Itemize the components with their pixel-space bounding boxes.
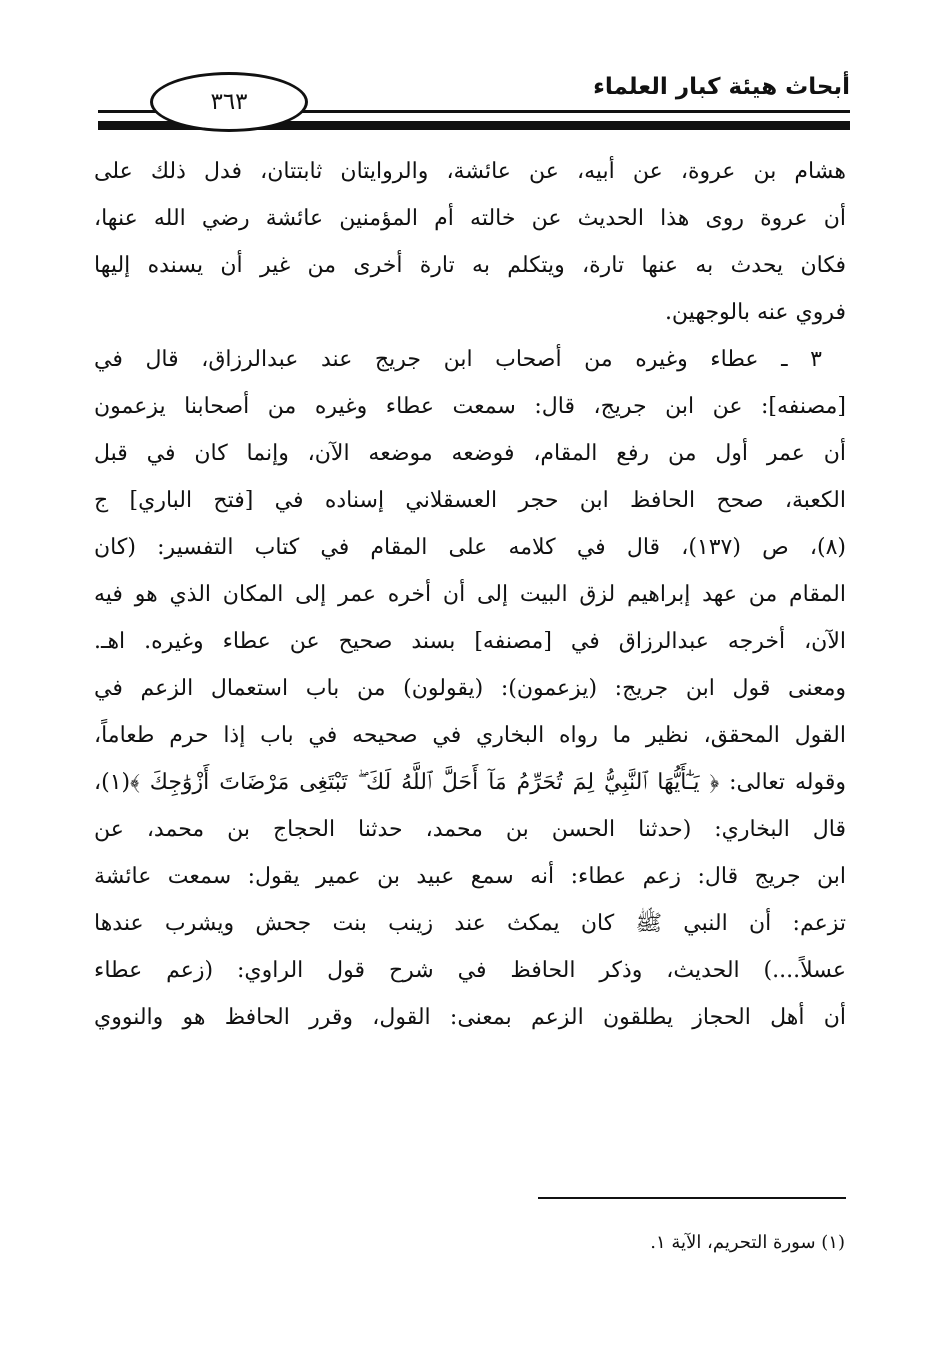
text-line: فروي عنه بالوجهين. <box>664 300 846 325</box>
text-line: ٣ ـ عطاء وغيره من أصحاب ابن جريج عند عبدالرزاق، قال في <box>94 347 822 372</box>
text-line: [مصنفه]: عن ابن جريج، قال: سمعت عطاء وغيره من أصحابنا يزعمون <box>94 394 846 419</box>
text-line: عسلاً....) الحديث، وذكر الحافظ في شرح قول الراوي: (زعم عطاء <box>94 958 846 983</box>
text-line: الكعبة، صحح الحافظ ابن حجر العسقلاني إسناده في [فتح الباري] ج <box>94 488 846 513</box>
text-line: ابن جريج قال: زعم عطاء: أنه سمع عبيد بن عمير يقول: سمعت عائشة <box>94 864 846 889</box>
text-line: أن عروة روى هذا الحديث عن خالته أم المؤمنين عائشة رضي الله عنها، <box>94 206 846 231</box>
text-line: الآن، أخرجه عبدالرزاق في [مصنفه] بسند صحيح عن عطاء وغيره. اهـ. <box>94 629 846 654</box>
footnote-divider <box>538 1197 846 1199</box>
text-line: أن أهل الحجاز يطلقون الزعم بمعنى: القول، وقرر الحافظ هو والنووي <box>94 1005 846 1030</box>
text-line: فكان يحدث به عنها تارة، ويتكلم به تارة أخرى من غير أن يسنده إليها <box>94 253 846 278</box>
body-text <box>94 148 846 1041</box>
text-line: ومعنى قول ابن جريج: (يزعمون): (يقولون) من باب استعمال الزعم في <box>94 676 846 701</box>
text-line: المقام من عهد إبراهيم لزق البيت إلى أن أخره عمر إلى المكان الذي هو فيه <box>94 582 846 607</box>
footnote: (١) سورة التحريم، الآية ١. <box>650 1232 845 1253</box>
text-line: هشام بن عروة، عن أبيه، عن عائشة، والروايتان ثابتتان، فدل ذلك على <box>94 159 846 184</box>
text-line: تزعم: أن النبي ﷺ كان يمكث عند زينب بنت جحش ويشرب عندها <box>94 911 846 936</box>
page-number: ٣٦٣ <box>150 72 308 132</box>
text-line: القول المحقق، نظير ما رواه البخاري في صحيحه في باب إذا حرم طعاماً، <box>94 723 846 748</box>
text-line: (٨)، ص (١٣٧)، قال في كلامه على المقام في كتاب التفسير: (كان <box>94 535 846 560</box>
text-line: وقوله تعالى: ﴿ يَـٰٓأَيُّهَا ٱلنَّبِيُّ لِمَ تُحَرِّمُ مَآ أَحَلَّ ٱللَّهُ لَكَ ۖ تَبْتَغِى مَرْضَاتَ أَزْوَٰجِكَ ﴾(١)، <box>94 770 846 795</box>
running-title: أبحاث هيئة كبار العلماء <box>593 74 850 100</box>
text-line: قال البخاري: (حدثنا الحسن بن محمد، حدثنا الحجاج بن محمد، عن <box>94 817 846 842</box>
text-line: أن عمر أول من رفع المقام، فوضعه موضعه الآن، وإنما كان في قبل <box>94 441 846 466</box>
page-header <box>98 60 850 140</box>
